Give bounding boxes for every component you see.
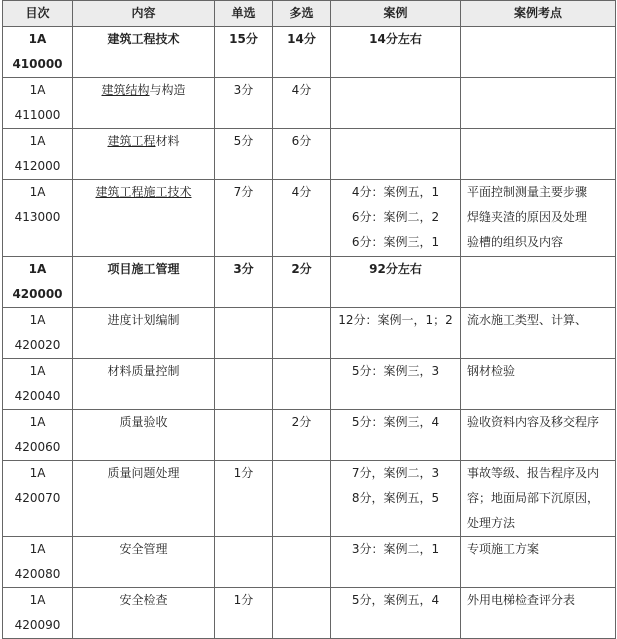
cell-single	[215, 308, 273, 359]
table-row	[3, 588, 616, 639]
cell-cases	[331, 359, 461, 410]
header-code: 目次	[3, 1, 73, 27]
cell-content	[73, 359, 215, 410]
content-text: 建筑工程技术	[107, 32, 180, 46]
content-link-text[interactable]: 建筑工程	[107, 134, 156, 148]
cell-code	[3, 78, 73, 129]
cell-points	[461, 78, 616, 129]
cell-multi	[273, 588, 331, 639]
cell-multi: 4分	[273, 78, 331, 129]
content-text: 进度计划编制	[107, 313, 180, 327]
cell-multi: 4分	[273, 180, 331, 257]
cell-content	[73, 588, 215, 639]
cell-cases	[331, 537, 461, 588]
content-text: 材料质量控制	[107, 364, 180, 378]
cell-cases	[331, 257, 461, 308]
table-row	[3, 359, 616, 410]
table-row	[3, 129, 616, 180]
point-line: 平面控制测量主要步骤	[467, 185, 588, 199]
syllabus-table	[2, 0, 616, 639]
case-line: 92分左右	[369, 262, 422, 276]
code-line: 420060	[14, 440, 61, 454]
content-text: 安全检查	[119, 593, 168, 607]
code-line: 1A	[28, 32, 47, 46]
cell-content	[73, 129, 215, 180]
code-line: 411000	[14, 108, 61, 122]
content-suffix: 与构造	[149, 83, 186, 97]
case-line: 14分左右	[369, 32, 422, 46]
cell-cases	[331, 129, 461, 180]
cell-single: 5分	[215, 129, 273, 180]
cell-single: 1分	[215, 588, 273, 639]
cell-single	[215, 537, 273, 588]
cell-code	[3, 129, 73, 180]
cell-content	[73, 410, 215, 461]
code-line: 1A	[29, 83, 46, 97]
cell-code	[3, 537, 73, 588]
cell-cases	[331, 308, 461, 359]
cell-multi: 2分	[273, 257, 331, 308]
header-content: 内容	[73, 1, 215, 27]
cell-multi: 14分	[273, 27, 331, 78]
cell-multi	[273, 537, 331, 588]
code-line: 413000	[14, 210, 61, 224]
cell-single: 7分	[215, 180, 273, 257]
code-line: 1A	[29, 415, 46, 429]
cell-content	[73, 27, 215, 78]
cell-points	[461, 410, 616, 461]
table-row	[3, 537, 616, 588]
cell-single: 15分	[215, 27, 273, 78]
cell-points	[461, 27, 616, 78]
table-row	[3, 410, 616, 461]
content-link-text[interactable]: 建筑结构	[101, 83, 150, 97]
cell-single	[215, 410, 273, 461]
code-line: 420020	[14, 338, 61, 352]
content-text: 安全管理	[119, 542, 168, 556]
table-row	[3, 78, 616, 129]
cell-code	[3, 257, 73, 308]
cell-content	[73, 78, 215, 129]
table-row	[3, 308, 616, 359]
code-line: 1A	[28, 262, 47, 276]
point-line: 焊缝夹渣的原因及处理	[467, 210, 588, 224]
point-line: 验收资料内容及移交程序	[467, 415, 600, 429]
point-line: 处理方法	[467, 516, 516, 530]
code-line: 1A	[29, 542, 46, 556]
case-line: 5分：案例三，4	[351, 415, 440, 429]
cell-points	[461, 588, 616, 639]
point-line: 专项施工方案	[467, 542, 540, 556]
header-row	[3, 1, 616, 27]
content-link-text[interactable]: 建筑工程施工技术	[95, 185, 192, 199]
cell-single	[215, 359, 273, 410]
case-line: 6分：案例三，1	[351, 235, 440, 249]
code-line: 1A	[29, 313, 46, 327]
point-line: 事故等级、报告程序及内	[467, 466, 600, 480]
code-line: 420070	[14, 491, 61, 505]
header-multi: 多选	[273, 1, 331, 27]
cell-code	[3, 410, 73, 461]
cell-points	[461, 180, 616, 257]
cell-multi	[273, 359, 331, 410]
cell-cases	[331, 180, 461, 257]
cell-code	[3, 461, 73, 537]
code-line: 420080	[14, 567, 61, 581]
table-row	[3, 461, 616, 537]
code-line: 1A	[29, 466, 46, 480]
code-line: 410000	[12, 57, 63, 71]
cell-multi	[273, 308, 331, 359]
cell-code	[3, 180, 73, 257]
case-line: 6分：案例二，2	[351, 210, 440, 224]
case-line: 5分，案例五，4	[351, 593, 440, 607]
code-line: 1A	[29, 134, 46, 148]
cell-single: 1分	[215, 461, 273, 537]
point-line: 流水施工类型、计算、	[467, 313, 588, 327]
cell-content	[73, 537, 215, 588]
cell-code	[3, 308, 73, 359]
point-line: 验槽的组织及内容	[467, 235, 564, 249]
cell-points	[461, 359, 616, 410]
case-line: 12分：案例一，1；2	[338, 313, 453, 327]
point-line: 容；地面局部下沉原因，	[467, 491, 600, 505]
cell-cases	[331, 410, 461, 461]
header-cases: 案例	[331, 1, 461, 27]
cell-content	[73, 461, 215, 537]
content-text: 质量验收	[119, 415, 168, 429]
cell-points	[461, 461, 616, 537]
content-text: 质量问题处理	[107, 466, 180, 480]
code-line: 420040	[14, 389, 61, 403]
header-points: 案例考点	[461, 1, 616, 27]
cell-multi: 2分	[273, 410, 331, 461]
cell-multi: 6分	[273, 129, 331, 180]
point-line: 外用电梯检查评分表	[467, 593, 576, 607]
code-line: 1A	[29, 364, 46, 378]
cell-cases	[331, 461, 461, 537]
case-line: 5分：案例三，3	[351, 364, 440, 378]
content-suffix: 材料	[155, 134, 180, 148]
cell-cases	[331, 27, 461, 78]
cell-single: 3分	[215, 257, 273, 308]
cell-points	[461, 308, 616, 359]
case-line: 3分：案例二，1	[351, 542, 440, 556]
cell-single: 3分	[215, 78, 273, 129]
cell-code	[3, 27, 73, 78]
table-row	[3, 257, 616, 308]
cell-code	[3, 359, 73, 410]
cell-code	[3, 588, 73, 639]
code-line: 412000	[14, 159, 61, 173]
cell-content	[73, 308, 215, 359]
case-line: 7分，案例二，3	[351, 466, 440, 480]
table-row	[3, 180, 616, 257]
table-body	[3, 27, 616, 639]
cell-content	[73, 257, 215, 308]
code-line: 1A	[29, 185, 46, 199]
cell-points	[461, 257, 616, 308]
cell-cases	[331, 78, 461, 129]
table-row	[3, 27, 616, 78]
cell-content	[73, 180, 215, 257]
code-line: 1A	[29, 593, 46, 607]
code-line: 420000	[12, 287, 63, 301]
point-line: 钢材检验	[467, 364, 516, 378]
cell-multi	[273, 461, 331, 537]
case-line: 8分，案例五，5	[351, 491, 440, 505]
cell-points	[461, 129, 616, 180]
content-text: 项目施工管理	[107, 262, 180, 276]
header-single: 单选	[215, 1, 273, 27]
code-line: 420090	[14, 618, 61, 632]
case-line: 4分：案例五，1	[351, 185, 440, 199]
cell-points	[461, 537, 616, 588]
cell-cases	[331, 588, 461, 639]
